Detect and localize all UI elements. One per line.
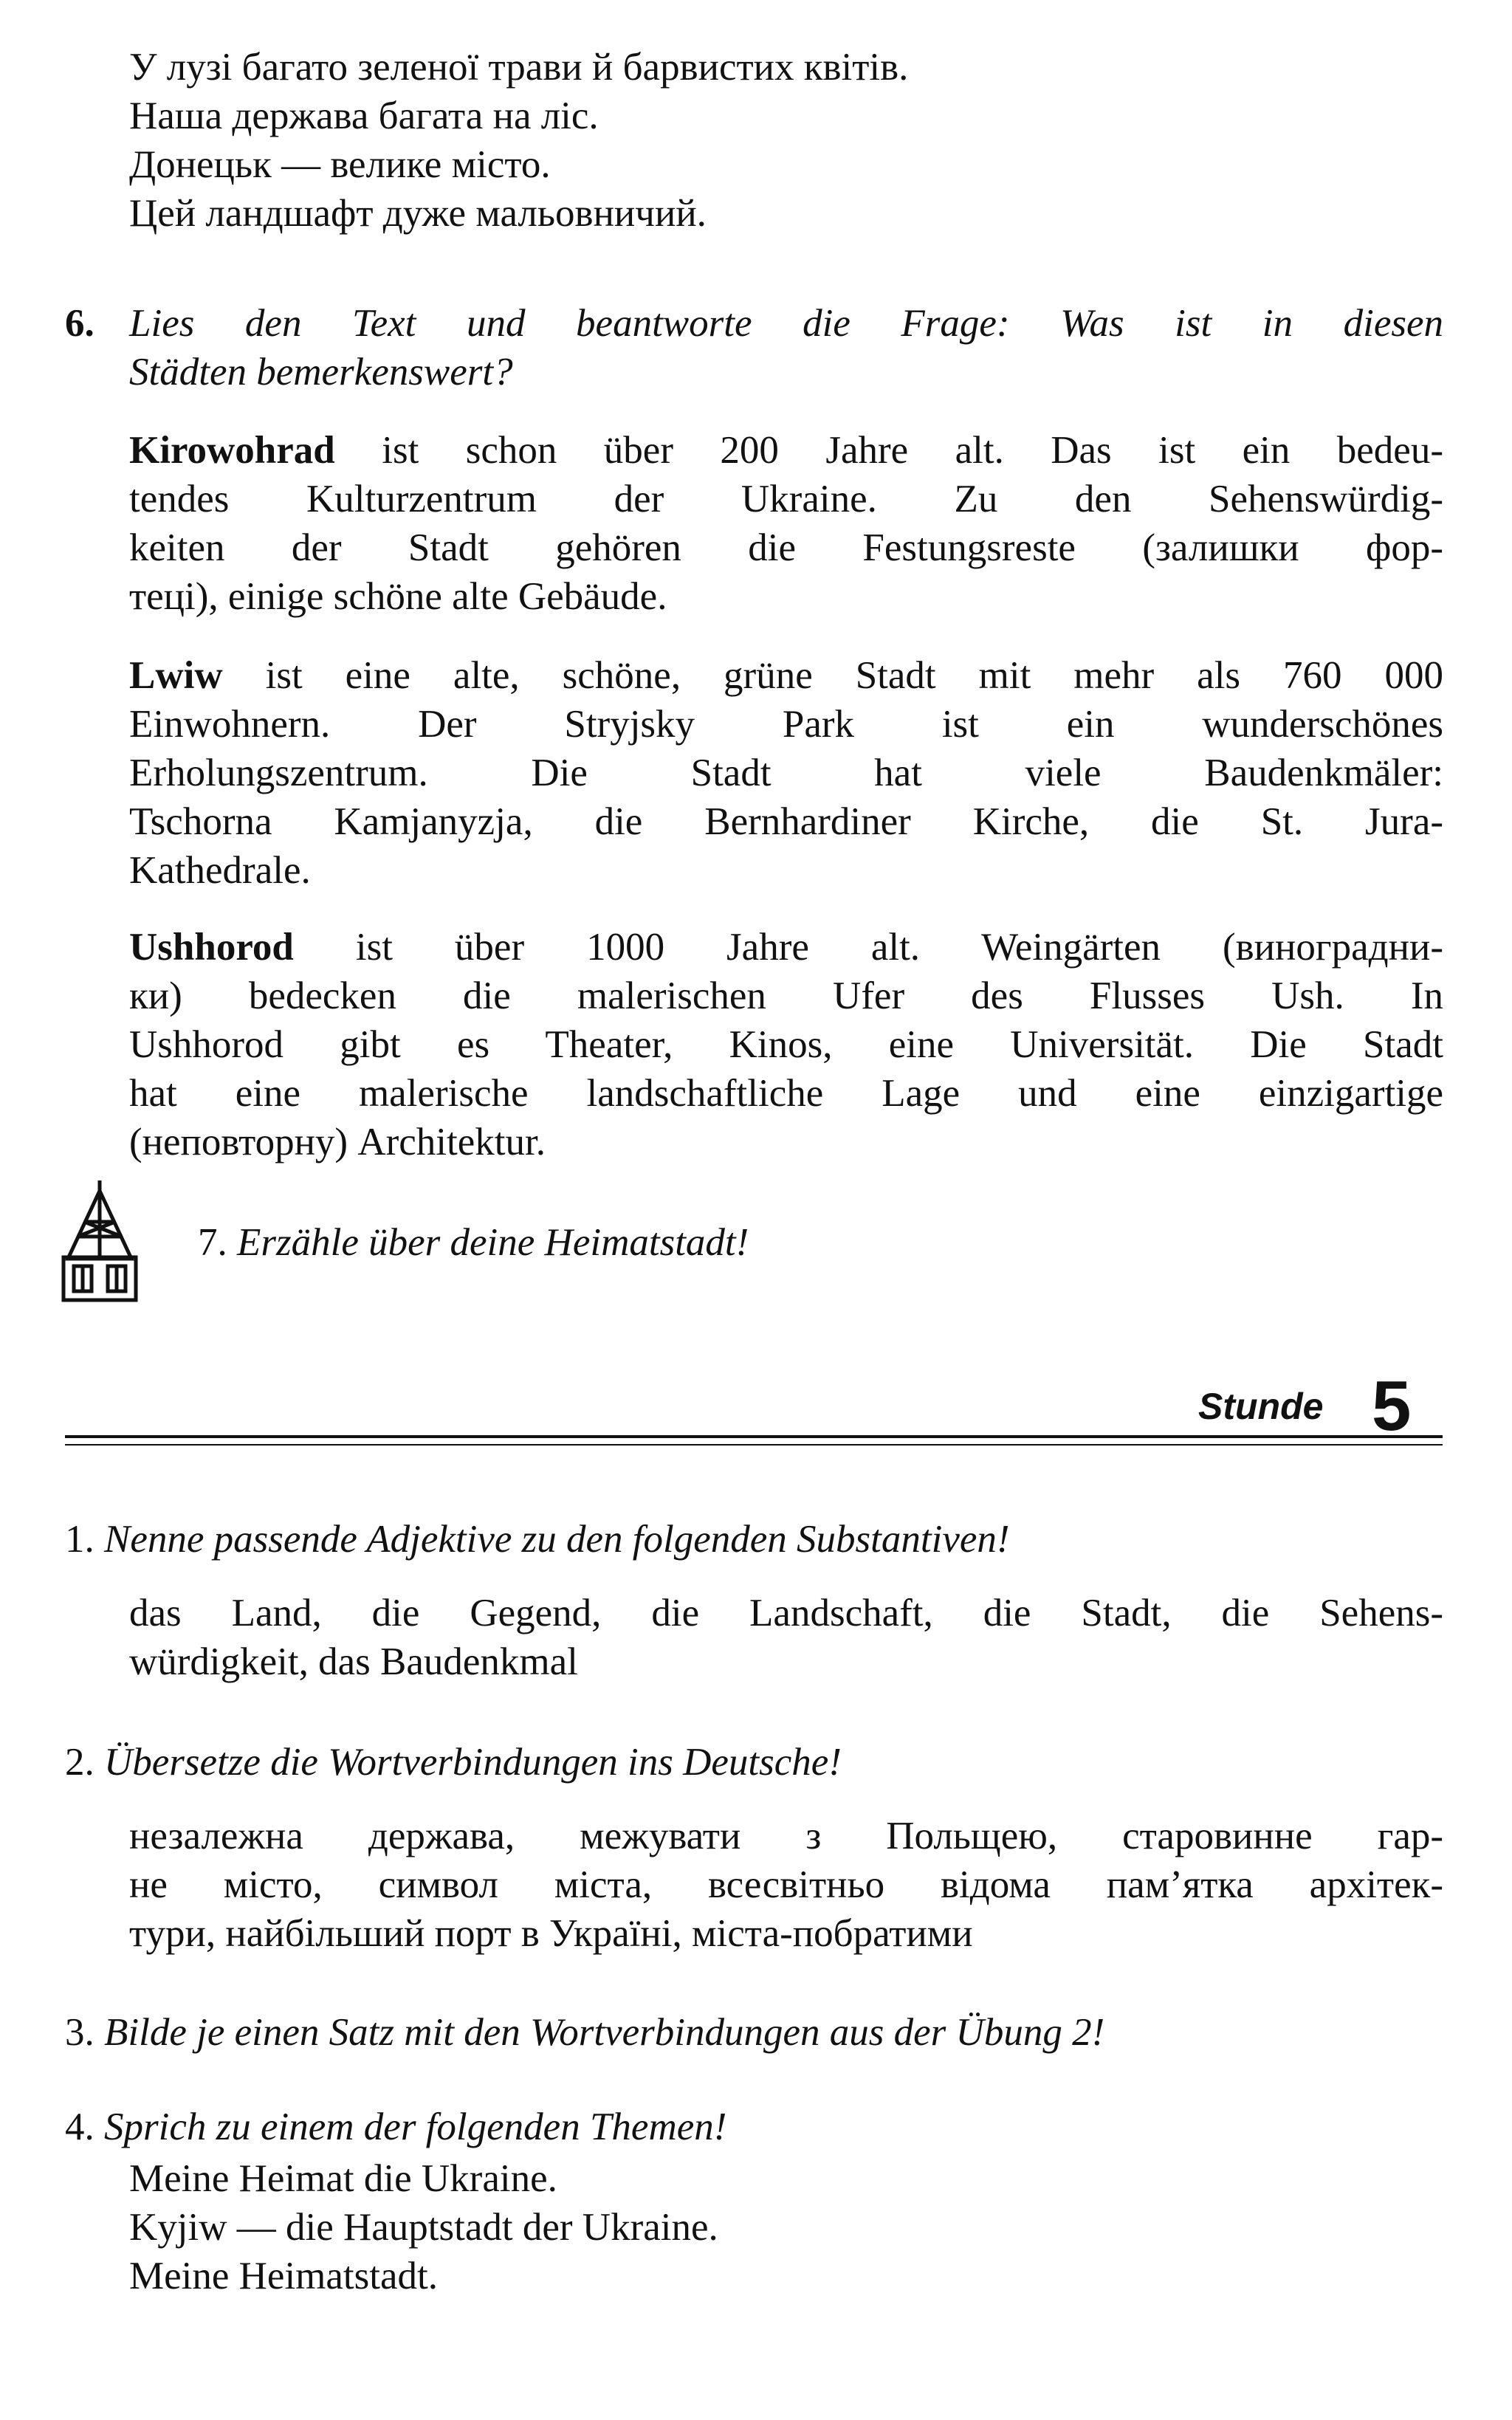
paragraph-lwiw xyxy=(129,651,1443,895)
content-line: das Land, die Gegend, die Landschaft, die Stadt, die Sehens- xyxy=(129,1592,1443,1634)
s5-exercise-2 xyxy=(65,1738,842,1787)
paragraph-kirowohrad xyxy=(129,426,1443,621)
exercise-6-instruction-line: Lies den Text und beantworte die Frage: Was ist in diesen xyxy=(129,302,1443,345)
paragraph-line: keiten der Stadt gehören die Festungsreste (залишки фор- xyxy=(129,526,1443,569)
section-rule-bottom xyxy=(65,1444,1443,1446)
city-name-lwiw: Lwiw xyxy=(129,654,223,697)
paragraph-line: Lwiw ist eine alte, schöne, grüne Stadt mit mehr als 760 000 xyxy=(129,654,1443,697)
paragraph-line: Kathedrale. xyxy=(129,849,311,892)
paragraph-line: Tschorna Kamjanyzja, die Bernhardiner Kirche, die St. Jura- xyxy=(129,800,1443,843)
s5-exercise-1-number: 1. xyxy=(65,1518,94,1561)
paragraph-line: tendes Kulturzentrum der Ukraine. Zu den Sehenswürdig- xyxy=(129,478,1443,520)
s5-exercise-2-instruction: Übersetze die Wortverbindungen ins Deutsche! xyxy=(104,1741,842,1784)
s5-exercise-1 xyxy=(65,1515,1010,1564)
intro-line: Донецьк — велике місто. xyxy=(129,143,551,186)
content-line: не місто, символ міста, всесвітньо відома пам’ятка архітек- xyxy=(129,1863,1443,1906)
content-line: незалежна держава, межувати з Польщею, старовинне гар- xyxy=(129,1815,1443,1857)
paragraph-line: Einwohnern. Der Stryjsky Park ist ein wunderschönes xyxy=(129,703,1443,746)
exercise-6-instruction-line: Städten bemerkenswert? xyxy=(129,351,513,393)
content-line: тури, найбільший порт в Україні, міста-побратими xyxy=(129,1912,973,1955)
content-line: würdigkeit, das Baudenkmal xyxy=(129,1640,578,1683)
s5-exercise-4 xyxy=(65,2103,726,2151)
s5-exercise-4-topics xyxy=(129,2154,718,2300)
section-title: Stunde xyxy=(1198,1386,1324,1427)
s5-exercise-3 xyxy=(65,2008,1104,2057)
s5-exercise-4-number: 4. xyxy=(65,2106,94,2148)
exercise-6-number: 6. xyxy=(65,302,94,345)
house-icon xyxy=(59,1178,140,1303)
paragraph-line: Ushhorod ist über 1000 Jahre alt. Weingärten (виноградни- xyxy=(129,926,1443,969)
paragraph-line: Kirowohrad ist schon über 200 Jahre alt. Das ist ein bedeu- xyxy=(129,429,1443,472)
s5-exercise-1-instruction: Nenne passende Adjektive zu den folgenden Substantiven! xyxy=(104,1518,1010,1561)
s5-exercise-1-content xyxy=(129,1589,1443,1686)
exercise-7-number: 7. xyxy=(198,1221,227,1264)
s5-exercise-2-number: 2. xyxy=(65,1741,94,1784)
s5-exercise-4-instruction: Sprich zu einem der folgenden Themen! xyxy=(104,2106,727,2148)
intro-line: Цей ландшафт дуже мальовничий. xyxy=(129,192,707,235)
intro-line: У лузі багато зеленої трави й барвистих квітів. xyxy=(129,46,909,89)
intro-line: Наша держава багата на ліс. xyxy=(129,94,599,137)
s5-exercise-3-instruction: Bilde je einen Satz mit den Wortverbindungen aus der Übung 2! xyxy=(104,2011,1105,2054)
paragraph-line: Ushhorod gibt es Theater, Kinos, eine Universität. Die Stadt xyxy=(129,1023,1443,1066)
city-name-kirowohrad: Kirowohrad xyxy=(129,429,335,472)
topic-line: Kyjiw — die Hauptstadt der Ukraine. xyxy=(129,2206,718,2249)
exercise-7 xyxy=(198,1218,749,1267)
s5-exercise-3-number: 3. xyxy=(65,2011,94,2054)
paragraph-ushhorod xyxy=(129,923,1443,1166)
exercise-6-instruction xyxy=(129,299,1443,396)
paragraph-line: (неповторну) Architektur. xyxy=(129,1121,546,1163)
paragraph-line: ки) bedecken die malerischen Ufer des Flusses Ush. In xyxy=(129,974,1443,1017)
city-name-ushhorod: Ushhorod xyxy=(129,926,294,969)
intro-sentences xyxy=(129,43,908,238)
paragraph-line: Erholungszentrum. Die Stadt hat viele Baudenkmäler: xyxy=(129,752,1443,794)
section-rule-top xyxy=(65,1435,1443,1438)
topic-line: Meine Heimatstadt. xyxy=(129,2255,438,2297)
s5-exercise-2-content xyxy=(129,1812,1443,1958)
paragraph-line: hat eine malerische landschaftliche Lage und eine einzigartige xyxy=(129,1072,1443,1115)
section-number: 5 xyxy=(1372,1367,1412,1446)
paragraph-line: теці), einige schöne alte Gebäude. xyxy=(129,575,667,618)
exercise-7-instruction: Erzähle über deine Heimatstadt! xyxy=(237,1221,749,1264)
topic-line: Meine Heimat die Ukraine. xyxy=(129,2157,557,2200)
